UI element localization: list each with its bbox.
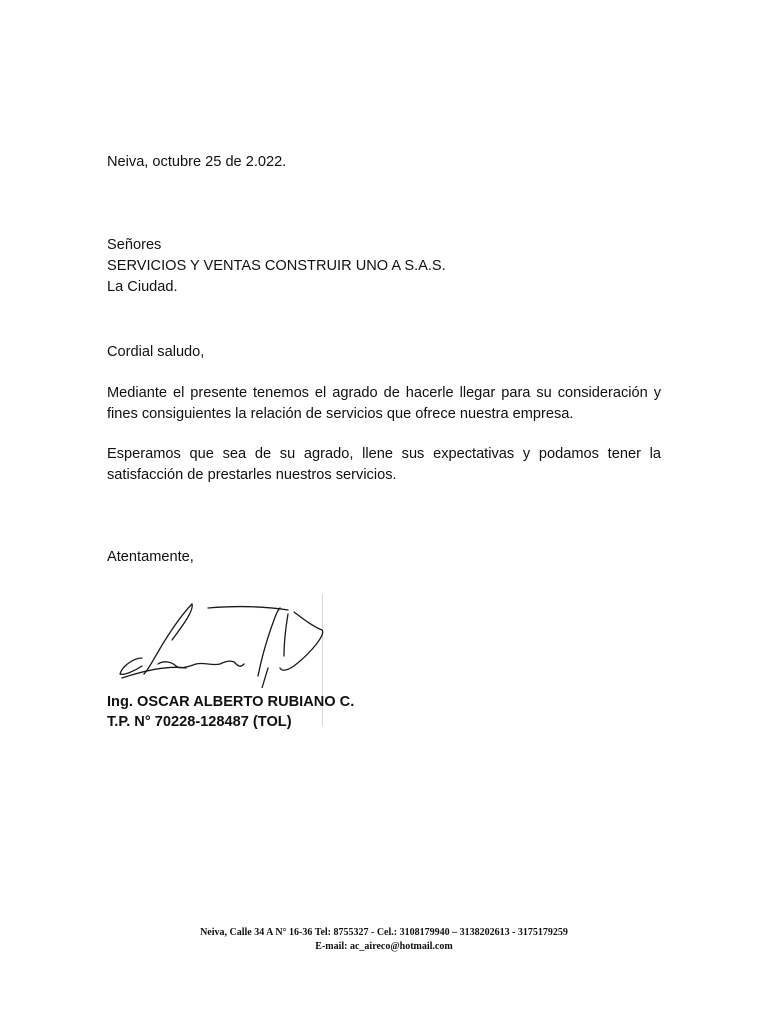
footer-address: Neiva, Calle 34 A N° 16-36 Tel: 8755327 - Cel.: 3108179940 – 3138202613 - 3175179259 bbox=[200, 927, 568, 938]
recipient-salutation: Señores bbox=[107, 237, 162, 253]
date-line: Neiva, octubre 25 de 2.022. bbox=[107, 154, 287, 170]
signer-license: T.P. N° 70228-128487 (TOL) bbox=[107, 714, 292, 730]
signer-name: Ing. OSCAR ALBERTO RUBIANO C. bbox=[107, 694, 355, 710]
handwritten-signature bbox=[112, 596, 332, 688]
body-paragraph-1: Mediante el presente tenemos el agrado de hacerle llegar para su consideración y fines consiguientes la relación de servicios que ofrece nuestra empresa. bbox=[107, 385, 661, 422]
recipient-company: SERVICIOS Y VENTAS CONSTRUIR UNO A S.A.S. bbox=[107, 258, 446, 274]
footer-email: E-mail: ac_aireco@hotmail.com bbox=[315, 941, 453, 952]
body-paragraph-2: Esperamos que sea de su agrado, llene sus expectativas y podamos tener la satisfacción de prestarles nuestros servicios. bbox=[107, 446, 661, 483]
greeting: Cordial saludo, bbox=[107, 344, 205, 360]
closing: Atentamente, bbox=[107, 549, 194, 565]
recipient-city: La Ciudad. bbox=[107, 279, 178, 295]
